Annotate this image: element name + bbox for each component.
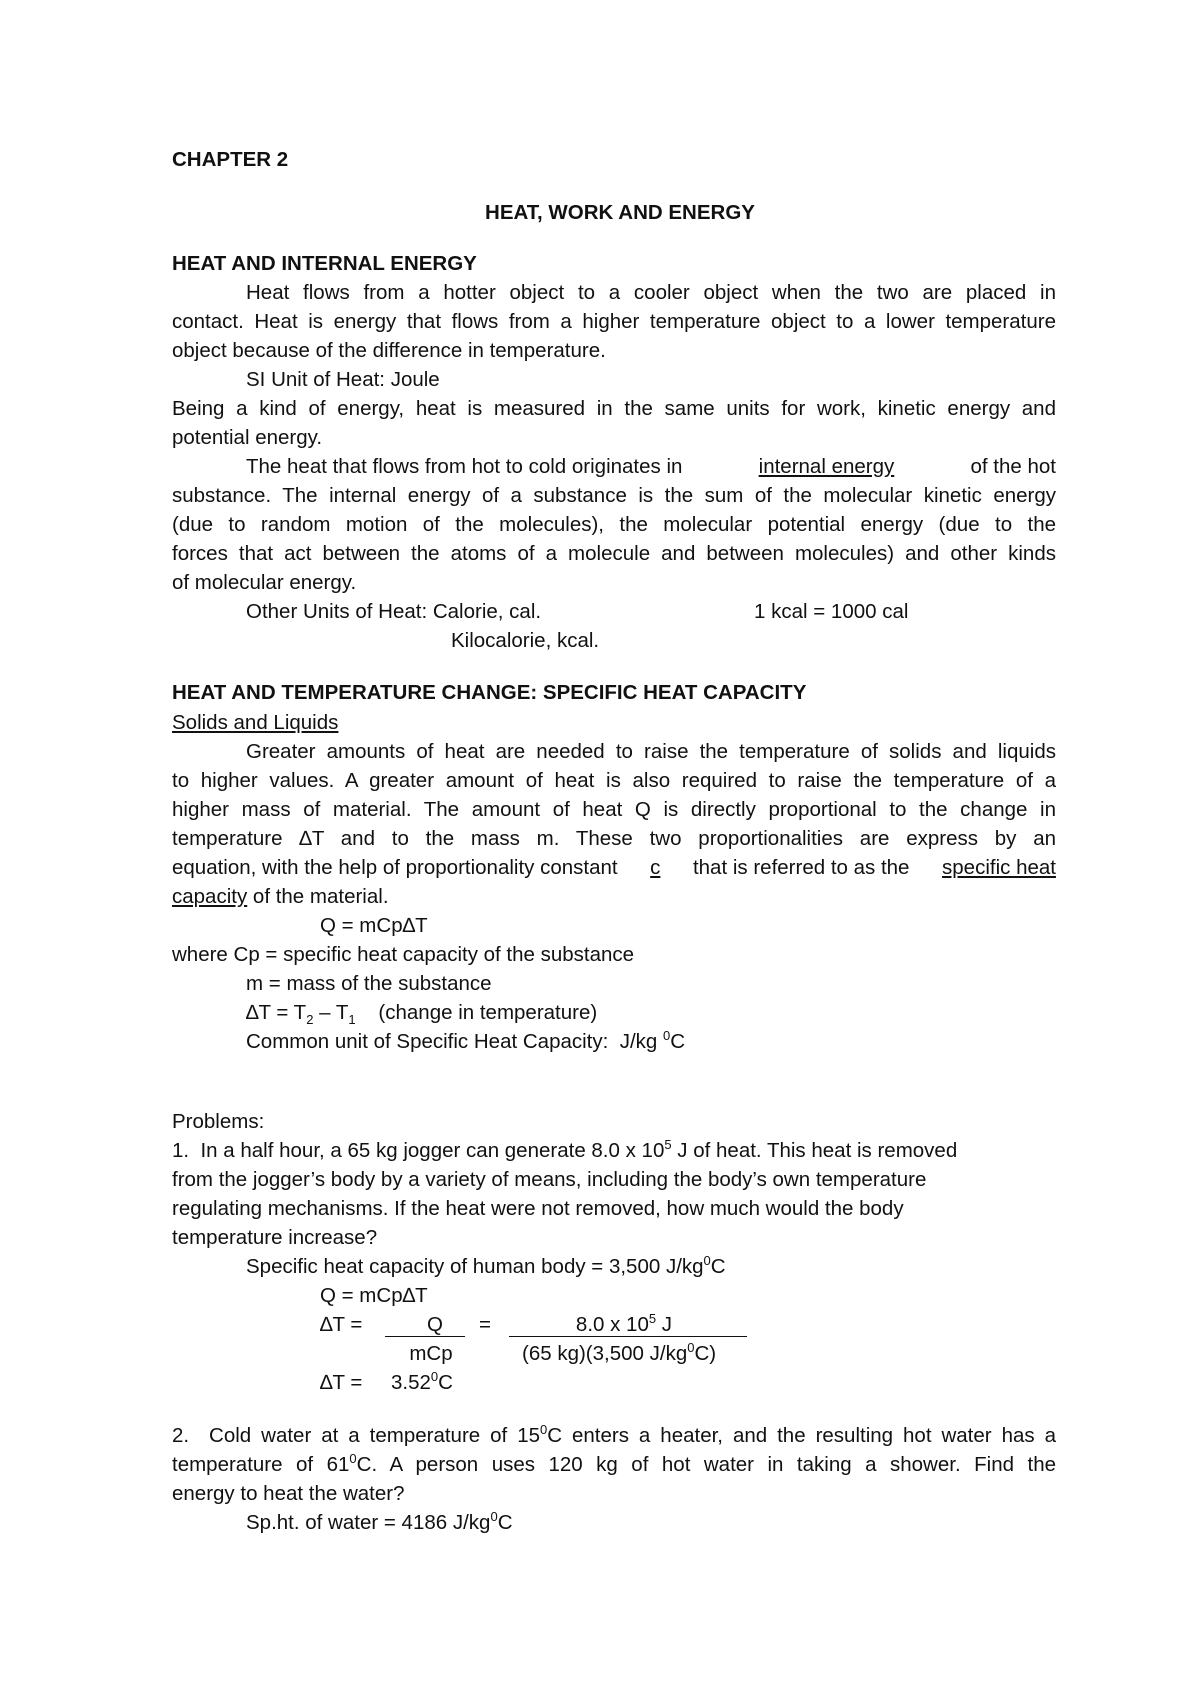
specific-heat-body xyxy=(246,1255,726,1279)
term-capacity: capacity xyxy=(172,885,248,908)
superscript: 0 xyxy=(349,1451,357,1467)
paragraph-line: forces that act between the atoms of a molecule and between molecules) and other kinds xyxy=(172,542,1056,565)
fraction-bar xyxy=(509,1336,747,1337)
fraction-numerator-value xyxy=(540,1313,708,1337)
text-run: – T xyxy=(313,1001,349,1024)
paragraph-line: object because of the difference in temperature. xyxy=(172,339,606,362)
text-run: Specific heat capacity of human body = 3,500 J/kg xyxy=(246,1255,704,1278)
problem-2-line xyxy=(172,1424,1056,1448)
equation-delta-t-lhs: ∆T = xyxy=(320,1313,363,1336)
term-internal-energy: internal energy xyxy=(758,455,895,478)
text-run: Sp.ht. of water = 4186 J/kg xyxy=(246,1511,491,1534)
superscript: 5 xyxy=(664,1137,672,1153)
text-run: (65 kg)(3,500 J/kg xyxy=(522,1342,688,1365)
text-run: temperature of 61 xyxy=(172,1453,350,1476)
subheading-solids-liquids: Solids and Liquids xyxy=(172,711,339,734)
superscript: 0 xyxy=(540,1422,548,1438)
problems-heading: Problems: xyxy=(172,1110,265,1133)
problem-2-line xyxy=(172,1453,1056,1477)
text-run: C xyxy=(670,1030,686,1053)
problem-1-line: regulating mechanisms. If the heat were not removed, how much would the body xyxy=(172,1197,904,1220)
text-run: 3.52 xyxy=(391,1371,431,1394)
other-units-line: Other Units of Heat: Calorie, cal. xyxy=(246,600,542,623)
paragraph-line: Being a kind of energy, heat is measured in the same units for work, kinetic energy and xyxy=(172,397,1056,420)
kilocalorie-line: Kilocalorie, kcal. xyxy=(451,629,600,652)
paragraph-line: to higher values. A greater amount of heat is also required to raise the temperature of a xyxy=(172,769,1056,792)
problem-1-line xyxy=(172,1139,957,1163)
text-run: J xyxy=(656,1313,673,1336)
text-run: J of heat. This heat is removed xyxy=(671,1139,958,1162)
fraction-bar xyxy=(385,1336,465,1337)
paragraph-line: (due to random motion of the molecules), the molecular potential energy (due to the xyxy=(172,513,1056,536)
text-run: 8.0 x 10 xyxy=(575,1313,649,1336)
specific-heat-water xyxy=(246,1511,513,1535)
text-run: C xyxy=(438,1371,453,1394)
text-run: C xyxy=(710,1255,726,1278)
definition-delta-t xyxy=(246,1001,598,1028)
text-run: (change in temperature) xyxy=(355,1001,598,1024)
text-run: of the hot xyxy=(970,455,1056,478)
text-run: Common unit of Specific Heat Capacity: J/kg xyxy=(246,1030,664,1053)
paragraph-line: temperature ∆T and to the mass m. These two proportionalities are express by an xyxy=(172,827,1056,850)
equals-sign: = xyxy=(479,1313,491,1336)
paragraph-line: higher mass of material. The amount of heat Q is directly proportional to the change in xyxy=(172,798,1056,821)
fraction-denominator-mcp: mCp xyxy=(409,1342,453,1365)
superscript: 0 xyxy=(703,1253,711,1269)
text-run: The heat that flows from hot to cold originates in xyxy=(246,455,683,478)
superscript: 5 xyxy=(648,1311,657,1327)
equation-q: Q = mCp∆T xyxy=(320,1284,428,1307)
term-specific-heat: specific heat xyxy=(942,856,1056,879)
text-run: that is referred to as the xyxy=(692,856,910,879)
text-run: ∆T = T xyxy=(246,1001,307,1024)
formula-q: Q = mCp∆T xyxy=(320,914,428,937)
constant-c: c xyxy=(650,856,661,879)
text-run: C xyxy=(497,1511,513,1534)
paragraph-line: substance. The internal energy of a substance is the sum of the molecular kinetic energy xyxy=(172,484,1056,507)
subscript: 1 xyxy=(348,1012,356,1028)
fraction-numerator-q: Q xyxy=(427,1313,443,1336)
paragraph-line: of molecular energy. xyxy=(172,571,357,594)
answer-lhs: ∆T = xyxy=(320,1371,363,1394)
kcal-equation: 1 kcal = 1000 cal xyxy=(754,600,909,623)
text-run: 1. In a half hour, a 65 kg jogger can generate 8.0 x 10 xyxy=(172,1139,665,1162)
superscript: 0 xyxy=(663,1028,671,1044)
text-run: of the material. xyxy=(252,885,389,908)
subscript: 2 xyxy=(306,1012,314,1028)
text-run: equation, with the help of proportionality constant xyxy=(172,856,618,879)
answer-value xyxy=(391,1371,453,1395)
problem-1-line: from the jogger’s body by a variety of means, including the body’s own temperature xyxy=(172,1168,927,1191)
definition-m: m = mass of the substance xyxy=(246,972,492,995)
chapter-label: CHAPTER 2 xyxy=(172,148,289,171)
section-heading-specific-heat: HEAT AND TEMPERATURE CHANGE: SPECIFIC HEAT CAPACITY xyxy=(172,681,807,704)
superscript: 0 xyxy=(430,1369,439,1385)
text-run: C enters a heater, and the resulting hot water has a xyxy=(547,1424,1056,1447)
paragraph-line: potential energy. xyxy=(172,426,323,449)
problem-1-line: temperature increase? xyxy=(172,1226,378,1249)
text-run: 2. Cold water at a temperature of 15 xyxy=(172,1424,540,1447)
section-heading-heat-internal-energy: HEAT AND INTERNAL ENERGY xyxy=(172,252,477,275)
problem-2-line: energy to heat the water? xyxy=(172,1482,405,1505)
paragraph-line-internal-energy xyxy=(246,455,1056,479)
definition-cp: where Cp = specific heat capacity of the substance xyxy=(172,943,635,966)
superscript: 0 xyxy=(687,1340,695,1356)
text-run: C. A person uses 120 kg of hot water in taking a shower. Find the xyxy=(356,1453,1056,1476)
paragraph-line: contact. Heat is energy that flows from a higher temperature object to a lower temperature xyxy=(172,310,1056,333)
paragraph-line xyxy=(172,885,389,909)
common-unit-line xyxy=(246,1030,685,1054)
paragraph-line: Heat flows from a hotter object to a cooler object when the two are placed in xyxy=(246,281,1056,304)
paragraph-line-specific-heat xyxy=(172,856,1056,880)
paragraph-line: Greater amounts of heat are needed to raise the temperature of solids and liquids xyxy=(246,740,1056,763)
si-unit-line: SI Unit of Heat: Joule xyxy=(246,368,440,391)
page-title: HEAT, WORK AND ENERGY xyxy=(485,201,755,224)
fraction-denominator-value xyxy=(522,1342,716,1366)
superscript: 0 xyxy=(490,1509,498,1525)
text-run: C) xyxy=(694,1342,717,1365)
